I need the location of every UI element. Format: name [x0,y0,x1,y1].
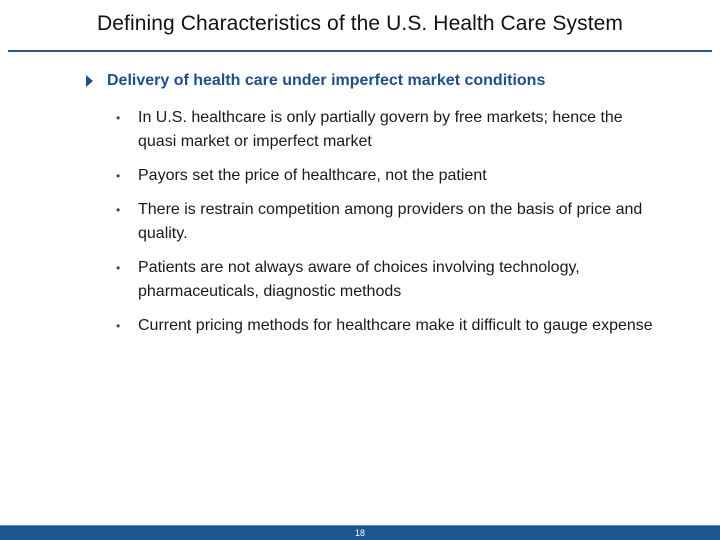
footer-bar [0,525,720,540]
bullet-dot-icon: • [116,319,121,333]
bullet-dot-icon: • [116,169,121,183]
bullet-dot-icon: • [116,203,121,217]
bullet-dot-icon: • [116,261,121,275]
sub-bullet-list [116,106,656,348]
sub-bullet-item [116,198,656,246]
sub-bullet-text: Current pricing methods for healthcare make it difficult to gauge expense [138,317,653,334]
sub-bullet-item [116,164,656,188]
arrow-right-icon [86,75,93,87]
sub-bullet-item [116,256,656,304]
sub-bullet-item [116,314,656,338]
sub-bullet-text: In U.S. healthcare is only partially govern by free markets; hence the quasi market or imperfect market [138,109,623,150]
bullet-dot-icon: • [116,111,121,125]
sub-bullet-text: There is restrain competition among providers on the basis of price and quality. [138,201,643,242]
main-bullet [86,72,545,90]
sub-bullet-text: Payors set the price of healthcare, not the patient [138,167,487,184]
slide-title: Defining Characteristics of the U.S. Health Care System [96,12,624,35]
main-bullet-text: Delivery of health care under imperfect market conditions [107,72,546,89]
sub-bullet-text: Patients are not always aware of choices involving technology, pharmaceuticals, diagnostic methods [138,259,580,300]
page-number: 18 [354,528,365,538]
sub-bullet-item [116,106,656,154]
title-divider [8,50,712,52]
